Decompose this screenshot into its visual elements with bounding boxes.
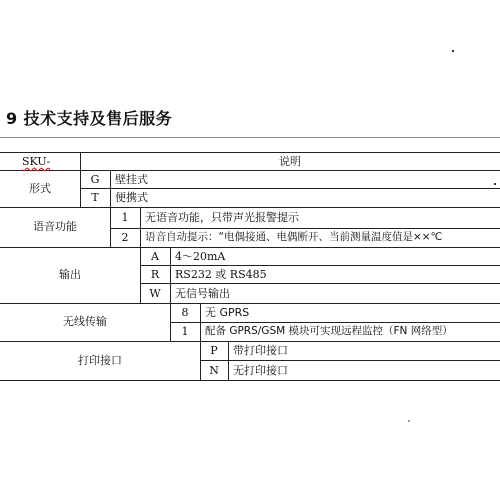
table-rule (0, 341, 500, 342)
table-rule (110, 170, 111, 207)
voice-label: 语音功能 (33, 220, 77, 233)
table-rule (0, 247, 500, 248)
table-rule (170, 247, 171, 303)
printer-desc-p: 带打印接口 (233, 344, 288, 357)
output-code-a: A (151, 250, 159, 263)
table-rule (200, 303, 201, 341)
output-code-w: W (149, 287, 161, 300)
voice-code-1: 1 (121, 211, 129, 224)
sku-prefix-label: SKU- (22, 155, 51, 168)
table-rule (0, 380, 500, 381)
table-rule (140, 207, 141, 247)
wireless-desc-8: 无 GPRS (205, 306, 250, 319)
section-number: 9 (6, 109, 18, 128)
table-rule (200, 360, 500, 361)
printer-code-n: N (209, 364, 219, 377)
form-code-g: G (90, 173, 100, 186)
voice-desc-1: 无语音功能，只带声光报警提示 (145, 211, 299, 224)
table-rule (0, 207, 500, 208)
printer-desc-n: 无打印接口 (233, 364, 288, 377)
table-rule (170, 322, 500, 323)
output-desc-r: RS232 或 RS485 (175, 268, 267, 281)
form-desc-t: 便携式 (115, 191, 148, 204)
table-rule (0, 170, 500, 171)
voice-code-2: 2 (121, 231, 129, 244)
printer-code-p: P (210, 344, 218, 357)
table-rule (80, 188, 500, 189)
section-title: 技术支持及售后服务 (23, 109, 173, 128)
wireless-code-8: 8 (181, 306, 189, 319)
table-rule (0, 303, 500, 304)
table-rule (0, 152, 500, 153)
table-rule (110, 228, 500, 229)
output-desc-a: 4～20mA (175, 250, 226, 263)
wireless-desc-1: 配备 GPRS/GSM 模块可实现远程监控（FN 网络型） (205, 325, 453, 337)
output-code-r: R (150, 268, 160, 281)
description-header: 说明 (279, 155, 301, 168)
form-label: 形式 (29, 182, 51, 195)
voice-desc-2: 语音自动提示：“电偶接通、电偶断开、当前测量温度值是××℃ (145, 231, 443, 243)
wireless-label: 无线传输 (63, 315, 107, 328)
form-code-t: T (91, 191, 99, 204)
printer-label: 打印接口 (78, 354, 122, 367)
output-desc-w: 无信号输出 (175, 287, 230, 300)
wireless-code-1: 1 (181, 325, 189, 338)
output-label: 输出 (59, 268, 81, 281)
table-rule (228, 341, 229, 380)
table-rule (140, 265, 500, 266)
table-rule (140, 283, 500, 284)
form-desc-g: 壁挂式 (115, 173, 148, 186)
